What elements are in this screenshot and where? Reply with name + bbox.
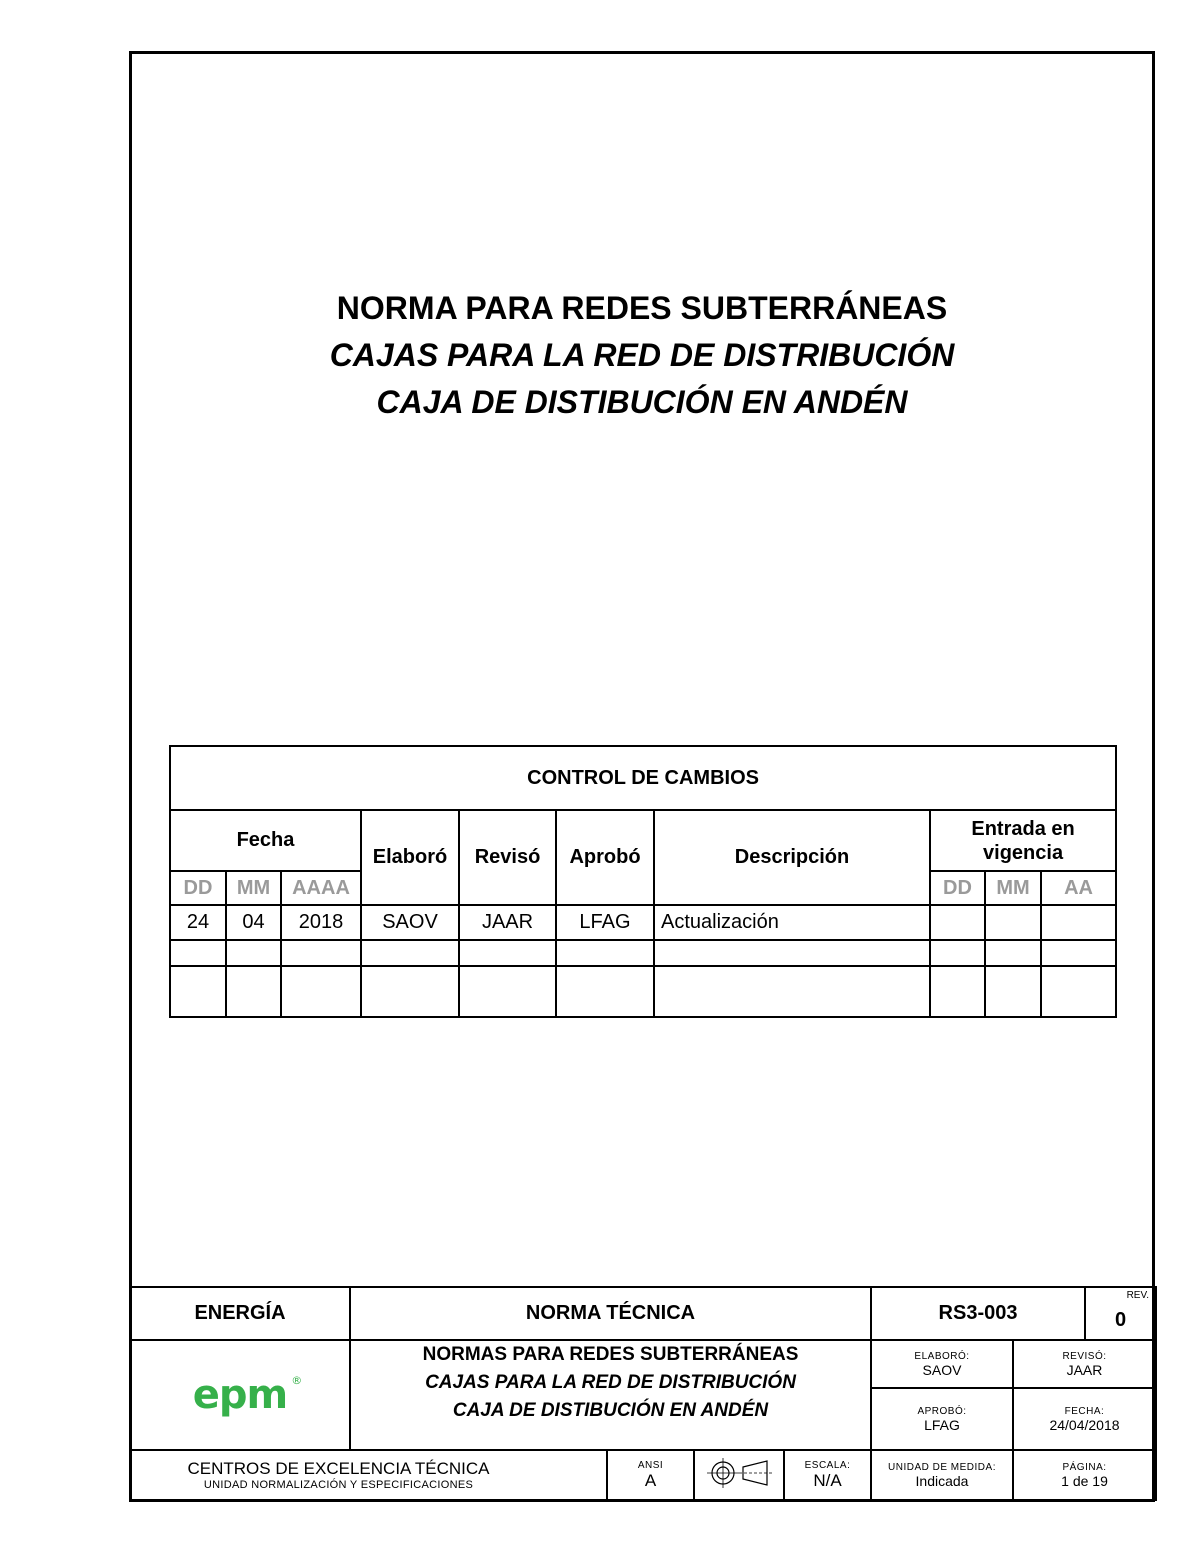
reviso-label: REVISÓ: bbox=[1062, 1350, 1107, 1362]
aprobo-cell bbox=[871, 1388, 1013, 1450]
ansi-value: A bbox=[644, 1470, 657, 1490]
ansi-cell bbox=[607, 1450, 694, 1500]
third-angle-projection-icon bbox=[703, 1455, 775, 1491]
escala-cell bbox=[784, 1450, 871, 1500]
aaaa-subheader: AAAA bbox=[281, 871, 361, 905]
row-aprobo bbox=[556, 940, 654, 966]
elaboro-label: ELABORÓ: bbox=[914, 1350, 970, 1362]
descripcion-header: Descripción bbox=[654, 810, 930, 905]
row-descripcion: Actualización bbox=[654, 905, 930, 940]
registered-mark: ® bbox=[291, 1374, 302, 1387]
row-mm bbox=[226, 966, 281, 1017]
row-vigencia-aa bbox=[1041, 966, 1116, 1017]
pagina-label: PÁGINA: bbox=[1062, 1461, 1107, 1473]
aprobo-header: Aprobó bbox=[556, 810, 654, 905]
title-block-table bbox=[129, 1286, 1157, 1501]
change-control-title: CONTROL DE CAMBIOS bbox=[170, 746, 1116, 810]
aprobo-value: LFAG bbox=[924, 1416, 960, 1433]
row-vigencia-mm bbox=[985, 940, 1041, 966]
unidad-value: Indicada bbox=[915, 1472, 969, 1489]
doc-code-cell: RS3-003 bbox=[871, 1287, 1085, 1340]
row-vigencia-dd bbox=[930, 905, 985, 940]
fecha-cell bbox=[1013, 1388, 1156, 1450]
row-vigencia-aa bbox=[1041, 905, 1116, 940]
fecha-label: FECHA: bbox=[1064, 1405, 1105, 1417]
document-title bbox=[129, 285, 1155, 426]
vigencia-dd-subheader: DD bbox=[930, 871, 985, 905]
elaboro-value: SAOV bbox=[922, 1361, 962, 1378]
subject-line-2: CAJAS PARA LA RED DE DISTRIBUCIÓN bbox=[425, 1372, 796, 1393]
reviso-header: Revisó bbox=[459, 810, 556, 905]
fecha-header: Fecha bbox=[170, 810, 361, 871]
doc-type-cell: NORMA TÉCNICA bbox=[350, 1287, 871, 1340]
elaboro-header: Elaboró bbox=[361, 810, 459, 905]
pagina-cell bbox=[1013, 1450, 1156, 1500]
row-reviso bbox=[459, 940, 556, 966]
vigencia-aa-subheader: AA bbox=[1041, 871, 1116, 905]
title-line-3: CAJA DE DISTIBUCIÓN EN ANDÉN bbox=[376, 384, 908, 420]
row-dd bbox=[170, 940, 226, 966]
center-cell bbox=[130, 1450, 607, 1500]
unidad-label: UNIDAD DE MEDIDA: bbox=[888, 1461, 996, 1473]
vigencia-header: Entrada en vigencia bbox=[930, 810, 1116, 871]
rev-value: 0 bbox=[1114, 1309, 1127, 1331]
row-reviso bbox=[459, 966, 556, 1017]
subject-line-1: NORMAS PARA REDES SUBTERRÁNEAS bbox=[422, 1344, 799, 1365]
elaboro-cell bbox=[871, 1340, 1013, 1388]
row-vigencia-mm bbox=[985, 966, 1041, 1017]
row-vigencia-mm bbox=[985, 905, 1041, 940]
table-row bbox=[170, 940, 1116, 966]
row-elaboro bbox=[361, 940, 459, 966]
fecha-value: 24/04/2018 bbox=[1049, 1416, 1120, 1433]
logo-cell bbox=[130, 1340, 350, 1450]
pagina-value: 1 de 19 bbox=[1061, 1472, 1108, 1489]
row-descripcion bbox=[654, 940, 930, 966]
row-mm bbox=[226, 940, 281, 966]
change-control-table bbox=[169, 745, 1117, 1018]
dd-subheader: DD bbox=[170, 871, 226, 905]
row-aaaa bbox=[281, 966, 361, 1017]
rev-label: REV. bbox=[1126, 1290, 1149, 1301]
row-reviso: JAAR bbox=[459, 905, 556, 940]
row-aprobo bbox=[556, 966, 654, 1017]
row-elaboro: SAOV bbox=[361, 905, 459, 940]
title-line-1: NORMA PARA REDES SUBTERRÁNEAS bbox=[336, 290, 948, 326]
vigencia-mm-subheader: MM bbox=[985, 871, 1041, 905]
unidad-cell bbox=[871, 1450, 1013, 1500]
row-vigencia-aa bbox=[1041, 940, 1116, 966]
row-vigencia-dd bbox=[930, 940, 985, 966]
row-aprobo: LFAG bbox=[556, 905, 654, 940]
aprobo-label: APROBÓ: bbox=[917, 1405, 967, 1417]
row-elaboro bbox=[361, 966, 459, 1017]
row-dd: 24 bbox=[170, 905, 226, 940]
reviso-cell bbox=[1013, 1340, 1156, 1388]
subject-cell bbox=[350, 1340, 871, 1450]
ansi-label: ANSI bbox=[637, 1459, 664, 1471]
row-dd bbox=[170, 966, 226, 1017]
epm-logo bbox=[192, 1372, 302, 1418]
row-aaaa: 2018 bbox=[281, 905, 361, 940]
row-mm: 04 bbox=[226, 905, 281, 940]
subject-line-3: CAJA DE DISTIBUCIÓN EN ANDÉN bbox=[452, 1400, 769, 1421]
title-line-2: CAJAS PARA LA RED DE DISTRIBUCIÓN bbox=[329, 337, 955, 373]
center-name: CENTROS DE EXCELENCIA TÉCNICA bbox=[187, 1459, 490, 1478]
row-vigencia-dd bbox=[930, 966, 985, 1017]
row-aaaa bbox=[281, 940, 361, 966]
escala-value: N/A bbox=[813, 1470, 842, 1490]
center-unit: UNIDAD NORMALIZACIÓN Y ESPECIFICACIONES bbox=[203, 1479, 474, 1491]
logo-text: epm bbox=[192, 1372, 288, 1418]
escala-label: ESCALA: bbox=[804, 1459, 851, 1471]
rev-cell bbox=[1085, 1287, 1156, 1340]
row-descripcion bbox=[654, 966, 930, 1017]
mm-subheader: MM bbox=[226, 871, 281, 905]
reviso-value: JAAR bbox=[1066, 1361, 1103, 1378]
projection-cell bbox=[694, 1450, 784, 1500]
area-cell: ENERGÍA bbox=[130, 1287, 350, 1340]
table-row bbox=[170, 966, 1116, 1017]
table-row bbox=[170, 905, 1116, 940]
